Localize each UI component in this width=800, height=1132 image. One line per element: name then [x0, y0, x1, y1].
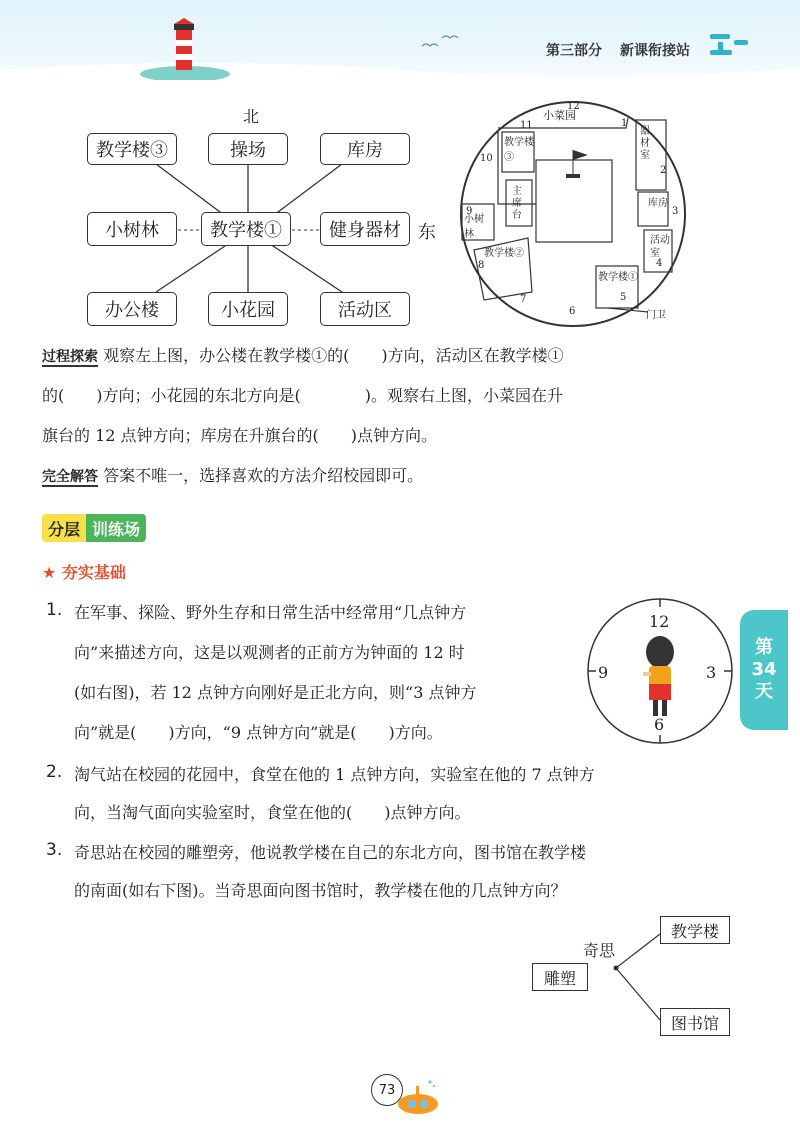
map-box-woods: 小树林 — [87, 212, 177, 246]
day-side-tab — [740, 610, 788, 730]
map-box-office: 办公楼 — [87, 292, 177, 326]
map-box-activity: 活动区 — [320, 292, 410, 326]
label-building2: 教学楼② — [484, 248, 524, 259]
clock-12: 12 — [649, 612, 670, 631]
label-vegetable-garden: 小菜园 — [543, 109, 576, 122]
star-icon: ★ — [42, 563, 57, 582]
explore-text-1: 观察左上图，办公楼在教学楼①的( )方向，活动区在教学楼① — [103, 346, 564, 365]
header-wave — [0, 60, 800, 86]
label-woods: 小树林 — [464, 214, 484, 240]
map-num-5: 5 — [620, 292, 627, 303]
label-storeroom: 库房 — [648, 198, 668, 209]
q3-line-1: 奇思站在校园的雕塑旁，他说教学楼在自己的东北方向，图书馆在教学楼 — [74, 843, 587, 862]
map-box-fitness: 健身器材 — [320, 212, 410, 246]
clock-3: 3 — [706, 663, 717, 682]
explore-text-3: 旗台的 12 点钟方向；库房在升旗台的( )点钟方向。 — [42, 426, 438, 445]
practice-subtitle-row — [42, 560, 126, 583]
q3-line-2: 的南面(如右下图)。当奇思面向图书馆时，教学楼在他的几点钟方向？ — [74, 881, 567, 900]
submarine-icon — [394, 1078, 444, 1118]
q1-line-3: (如右图)，若 12 点钟方向刚好是正北方向，则“3 点钟方 — [74, 683, 477, 702]
header-logo-icon — [708, 30, 752, 58]
label-activity-room: 活动室 — [650, 235, 670, 259]
map-num-9: 9 — [466, 206, 473, 217]
clock-9: 9 — [598, 663, 609, 682]
map-num-12: 12 — [567, 101, 580, 112]
q3-number: 3. — [46, 840, 63, 860]
map-num-11: 11 — [520, 120, 533, 131]
header-part: 第三部分 — [546, 43, 602, 59]
birds-icon — [420, 32, 460, 52]
map-num-8: 8 — [478, 260, 485, 271]
label-building1: 教学楼① — [598, 272, 638, 283]
map-box-storeroom: 库房 — [320, 133, 410, 165]
practice-title-b: 训练场 — [86, 514, 146, 542]
map-box-building3: 教学楼③ — [87, 133, 177, 165]
explore-line-1 — [42, 346, 564, 367]
q2-line-2: 向，当淘气面向实验室时，食堂在他的( )点钟方向。 — [74, 803, 471, 822]
answer-text: 答案不唯一，选择喜欢的方法介绍校园即可。 — [103, 466, 424, 485]
map-box-building1: 教学楼① — [201, 212, 291, 246]
side-tab-c: 天 — [755, 681, 773, 702]
page-header — [0, 0, 800, 86]
practice-subtitle: 夯实基础 — [61, 563, 126, 582]
q1-line-1: 在军事、探险、野外生存和日常生活中经常用“几点钟方 — [74, 603, 467, 622]
map-num-1: 1 — [621, 118, 628, 129]
q2-number: 2. — [46, 762, 63, 782]
answer-line — [42, 466, 423, 487]
q3-library: 图书馆 — [660, 1008, 730, 1036]
explore-tag: 过程探索 — [42, 349, 98, 365]
map-num-4: 4 — [656, 258, 663, 269]
q1-line-2: 向”来描述方向，这是以观测者的正前方为钟面的 12 时 — [74, 643, 465, 662]
map-num-6: 6 — [569, 306, 576, 317]
label-podium: 主席台 — [512, 186, 522, 221]
page-number: 73 — [371, 1074, 403, 1106]
explore-text-2: 的( )方向；小花园的东北方向是( )。观察右上图，小菜园在升 — [42, 386, 563, 405]
map-num-10: 10 — [480, 153, 493, 164]
map-num-2: 2 — [660, 165, 667, 176]
map-box-garden: 小花园 — [208, 292, 288, 326]
east-label: 东 — [418, 222, 436, 243]
q1-line-4: 向”就是( )方向，“9 点钟方向”就是( )方向。 — [74, 723, 443, 742]
q3-person: 奇思 — [583, 941, 616, 960]
q3-building: 教学楼 — [660, 916, 730, 944]
lighthouse-icon — [140, 18, 230, 80]
q3-sculpture: 雕塑 — [532, 963, 588, 991]
practice-title-a: 分层 — [42, 514, 86, 542]
label-guard: 门卫 — [646, 310, 666, 321]
header-section: 新课衔接站 — [620, 43, 690, 59]
q1-number: 1. — [46, 600, 63, 620]
side-tab-b: 34 — [751, 659, 777, 680]
practice-title — [42, 514, 146, 542]
clock-6: 6 — [654, 715, 665, 734]
q2-line-1: 淘气站在校园的花园中，食堂在他的 1 点钟方向，实验室在他的 7 点钟方 — [74, 765, 595, 784]
north-label: 北 — [243, 107, 260, 126]
label-building3: 教学楼③ — [504, 137, 534, 163]
answer-tag: 完全解答 — [42, 469, 98, 485]
map-num-7: 7 — [520, 294, 527, 305]
map-num-3: 3 — [672, 206, 679, 217]
map-box-playground: 操场 — [208, 133, 288, 165]
label-equipment-room: 器材室 — [640, 126, 650, 161]
side-tab-a: 第 — [755, 637, 773, 658]
